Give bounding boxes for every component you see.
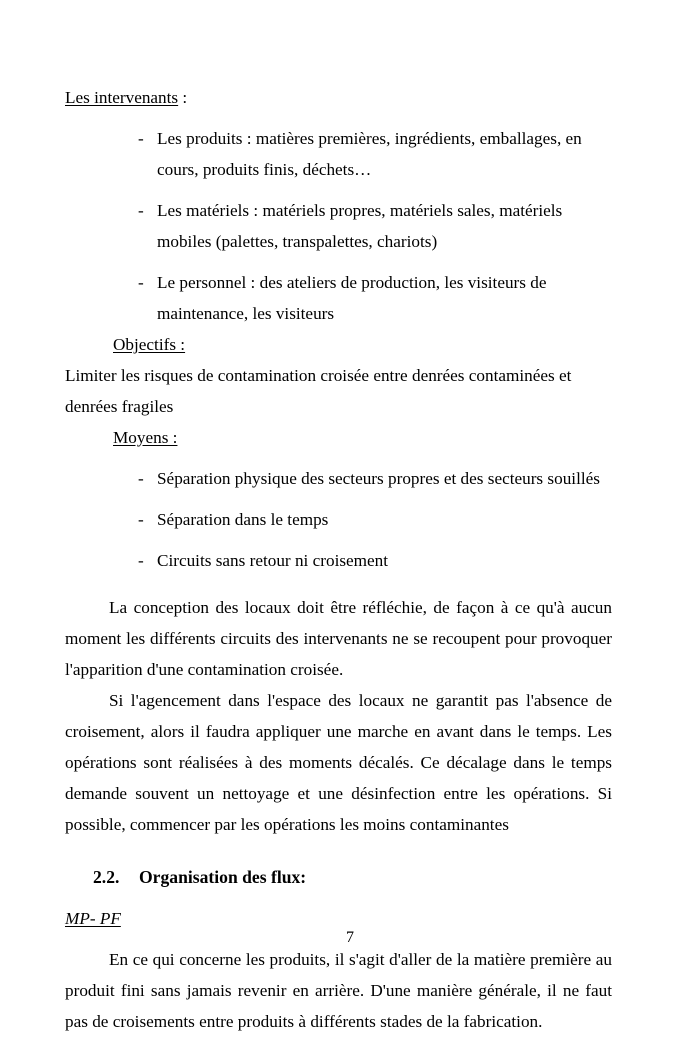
- heading-intervenants: [65, 82, 612, 113]
- list-item-text: Séparation dans le temps: [157, 510, 329, 529]
- moyens-list: [65, 463, 612, 576]
- section-heading-organisation-des-flux: [93, 862, 612, 893]
- spacer: [65, 113, 612, 123]
- heading-objectifs: [113, 329, 612, 360]
- intervenants-list: [65, 123, 612, 329]
- page-content: [65, 82, 612, 1037]
- subheading-mp-pf-label: MP- PF: [65, 909, 121, 928]
- list-item: [138, 463, 612, 494]
- heading-intervenants-suffix: :: [178, 88, 188, 107]
- list-item-text: Les produits : matières premières, ingrédients, emballages, en cours, produits finis, déchets…: [157, 129, 582, 179]
- body-paragraph-agencement: Si l'agencement dans l'espace des locaux ne garantit pas l'absence de croisement, alors il faudra appliquer une marche en avant dans le temps. Les opérations sont réalisées à des moments décalés. Ce décalage dans le temps demande souvent un nettoyage et une désinfection entre les opérations. Si possible, commencer par les opérations les moins contaminantes: [65, 691, 612, 834]
- list-item: [138, 545, 612, 576]
- objectifs-text: Limiter les risques de contamination croisée entre denrées contaminées et denrées fragiles: [65, 366, 572, 416]
- body-paragraph-mp-pf: En ce qui concerne les produits, il s'agit d'aller de la matière première au produit fini sans jamais revenir en arrière. D'une manière générale, il ne faut pas de croisements entre produits à différents stades de la fabrication.: [65, 950, 612, 1031]
- spacer: [65, 576, 612, 592]
- list-item-text: Le personnel : des ateliers de production, les visiteurs de maintenance, les visiteurs: [157, 273, 547, 323]
- bullet-dash-icon: -: [138, 201, 144, 220]
- bullet-dash-icon: -: [138, 273, 144, 292]
- heading-intervenants-label: Les intervenants: [65, 88, 179, 107]
- section-heading-title: Organisation des flux:: [139, 867, 307, 887]
- list-item-text: Circuits sans retour ni croisement: [157, 551, 389, 570]
- list-item: [138, 123, 612, 185]
- bullet-dash-icon: -: [138, 551, 144, 570]
- heading-objectifs-label: Objectifs :: [113, 335, 186, 354]
- list-item-text: Les matériels : matériels propres, matériels sales, matériels mobiles (palettes, transpalettes, chariots): [157, 201, 563, 251]
- bullet-dash-icon: -: [138, 469, 144, 488]
- list-item: [138, 504, 612, 535]
- bullet-dash-icon: -: [138, 129, 144, 148]
- section-heading-number: 2.2.: [93, 867, 120, 887]
- heading-moyens-label: Moyens :: [113, 428, 178, 447]
- list-item: [138, 195, 612, 257]
- page-number: 7: [346, 929, 354, 946]
- bullet-dash-icon: -: [138, 510, 144, 529]
- body-paragraph-conception: La conception des locaux doit être réfléchie, de façon à ce qu'à aucun moment les différents circuits des intervenants ne se recoupent pour provoquer l'apparition d'une contamination croisée.: [65, 598, 612, 679]
- list-item: [138, 267, 612, 329]
- spacer: [65, 453, 612, 463]
- spacer: [65, 893, 612, 903]
- heading-moyens: [113, 422, 612, 453]
- spacer: [65, 840, 612, 862]
- list-item-text: Séparation physique des secteurs propres et des secteurs souillés: [157, 469, 600, 488]
